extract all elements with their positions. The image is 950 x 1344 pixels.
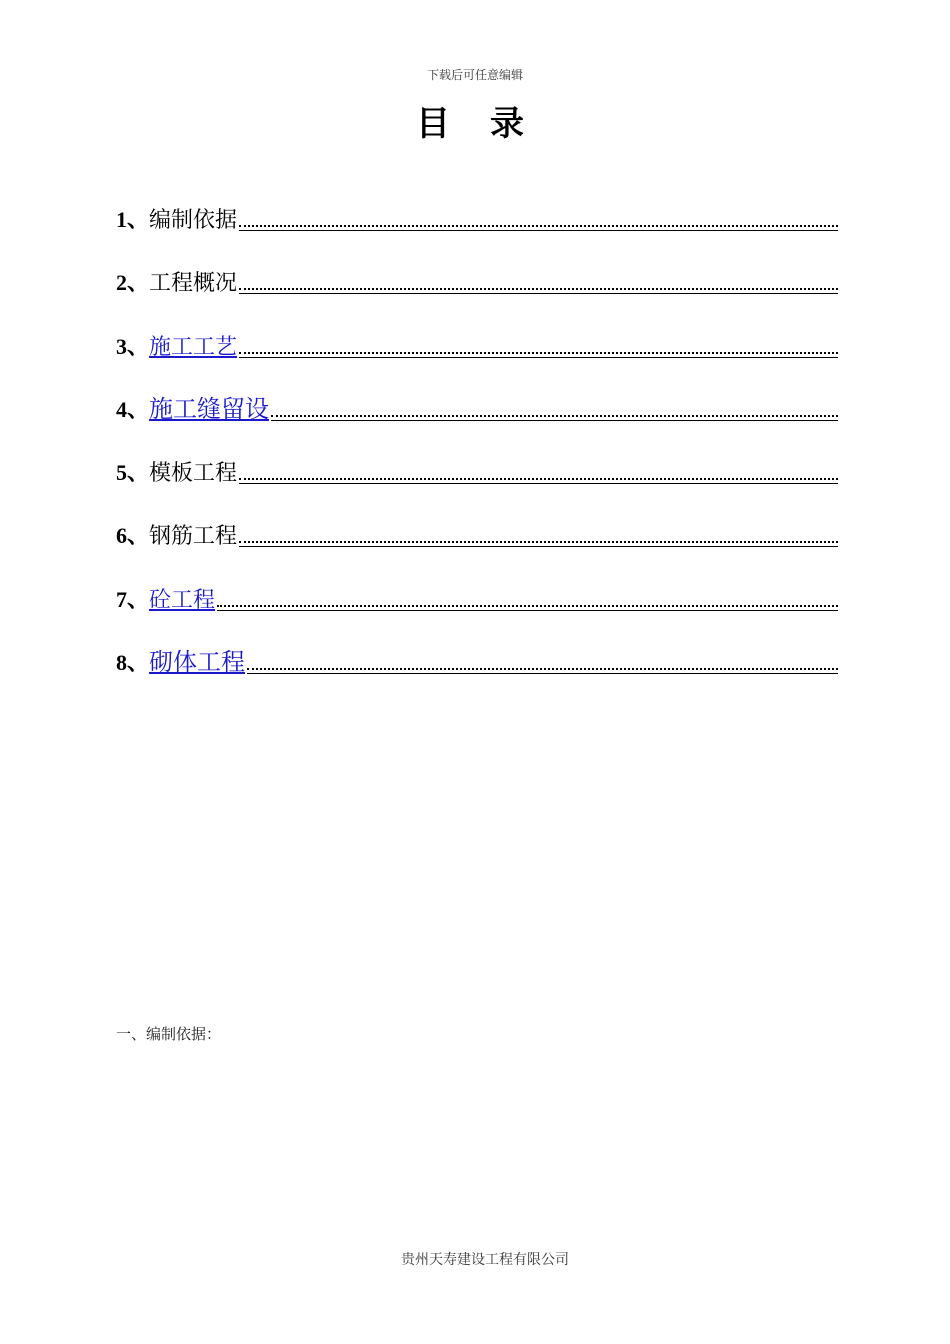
toc-dot-leader	[239, 225, 838, 227]
toc-entry-text: 模板工程	[149, 461, 238, 487]
table-of-contents	[116, 200, 838, 706]
toc-entry-number: 5、	[116, 460, 150, 486]
toc-entry-1[interactable]	[116, 200, 838, 263]
toc-entry-number: 4、	[116, 396, 150, 422]
toc-title: 目录	[416, 104, 564, 144]
toc-dot-leader	[271, 415, 838, 417]
toc-entry-link[interactable]: 砌体工程	[149, 648, 246, 677]
toc-dot-leader	[239, 288, 838, 290]
toc-entry-6[interactable]	[116, 516, 838, 579]
toc-entry-text: 工程概况	[149, 271, 238, 297]
toc-dot-leader	[239, 541, 838, 543]
toc-entry-number: 6、	[116, 523, 150, 549]
header-note: 下载后可任意编辑	[426, 68, 523, 82]
toc-dot-leader	[217, 605, 838, 607]
toc-entry-number: 2、	[116, 270, 150, 296]
toc-dot-leader	[247, 668, 838, 670]
toc-entry-link[interactable]: 施工缝留设	[149, 394, 270, 423]
toc-entry-8[interactable]	[116, 643, 838, 706]
toc-entry-5[interactable]	[116, 453, 838, 516]
toc-entry-2[interactable]	[116, 263, 838, 326]
toc-entry-number: 1、	[116, 207, 150, 232]
toc-entry-4[interactable]	[116, 390, 838, 453]
toc-entry-link[interactable]: 砼工程	[149, 587, 216, 613]
toc-entry-number: 3、	[116, 333, 150, 359]
toc-dot-leader	[239, 478, 838, 480]
toc-entry-number: 8、	[116, 650, 150, 676]
toc-entry-3[interactable]	[116, 327, 838, 390]
toc-entry-text: 编制依据	[149, 208, 238, 233]
toc-entry-link[interactable]: 施工工艺	[149, 334, 238, 360]
footer-company: 贵州天寿建设工程有限公司	[401, 1252, 569, 1268]
toc-entry-number: 7、	[116, 586, 150, 612]
toc-entry-7[interactable]	[116, 580, 838, 643]
section-heading: 一、编制依据：	[116, 1025, 222, 1043]
toc-dot-leader	[239, 352, 838, 354]
toc-entry-text: 钢筋工程	[149, 524, 238, 550]
